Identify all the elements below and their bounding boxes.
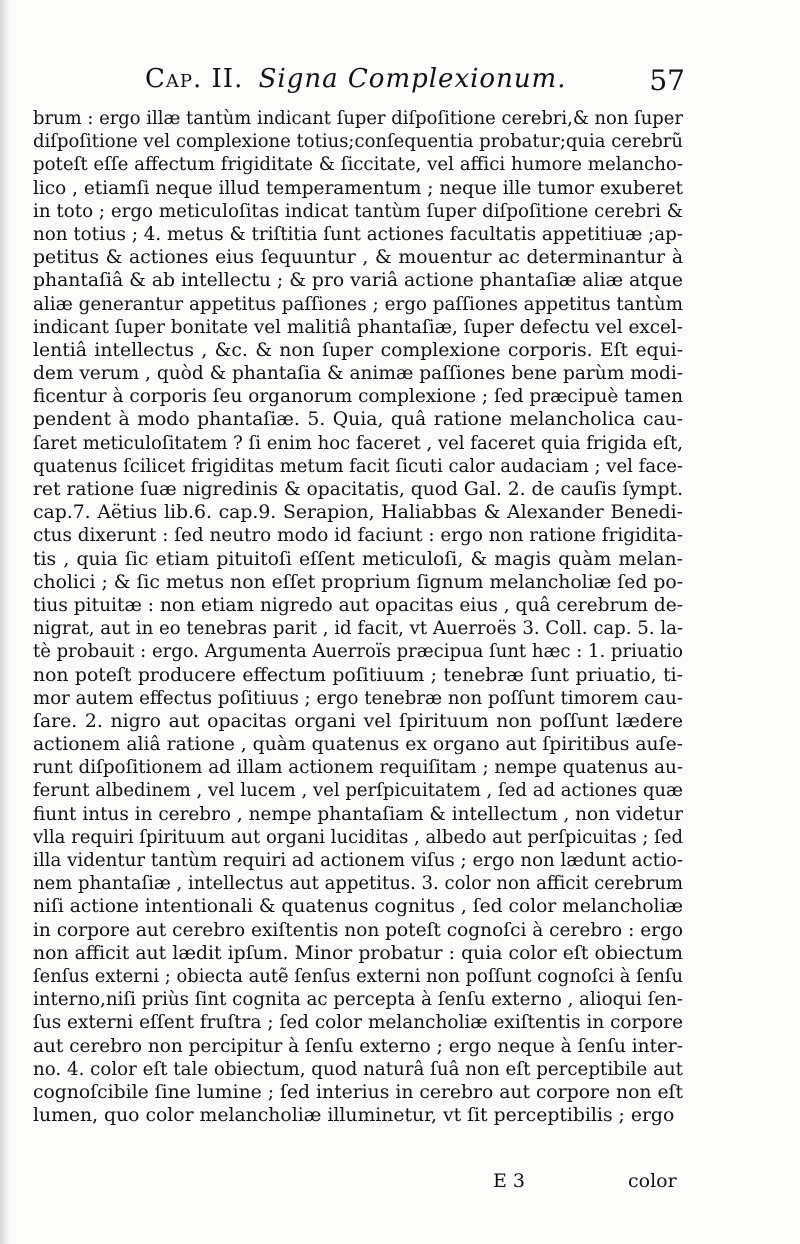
- text-line: non poteſt producere effectum poſitiuum ; tenebræ ſunt priuatio, ti-: [33, 664, 683, 686]
- text-line: ctus dixerunt : ſed neutro modo id faciunt : ergo non ratione frigidita-: [33, 525, 683, 547]
- body-text: [33, 107, 683, 1127]
- running-head: [145, 64, 566, 94]
- text-line: vlla requiri ſpirituum aut organi luciditas , albedo aut perſpicuitas ; ſed: [33, 826, 683, 848]
- text-line: ficentur à corporis ſeu organorum complexione ; ſed præcipuè tamen: [33, 386, 683, 408]
- page-header: [145, 64, 685, 104]
- chapter-title: Signa Complexionum.: [258, 64, 567, 94]
- signature-mark: E 3: [493, 1170, 525, 1192]
- text-line: ſare. 2. nigro aut opacitas organi vel ſpirituum non poſſunt lædere: [33, 710, 683, 732]
- text-line: non totius ; 4. metus & triſtitia ſunt actiones facultatis appetitiuæ ;ap-: [33, 223, 683, 245]
- text-line: runt diſpoſitionem ad illam actionem requiſitam ; nempe quatenus au-: [33, 757, 683, 779]
- text-line: in toto ; ergo meticuloſitas indicat tantùm ſuper diſpoſitione cerebri &: [33, 200, 683, 222]
- text-line: petitus & actiones eius ſequuntur , & mouentur ac determinantur à: [33, 247, 683, 269]
- text-line: ferunt albedinem , vel lucem , vel perſpicuitatem , ſed ad actiones quæ: [33, 780, 683, 802]
- text-line: actionem aliâ ratione , quàm quatenus ex organo aut ſpiritibus auſe-: [33, 734, 683, 756]
- text-line: cholici ; & ſic metus non eſſet proprium ſignum melancholiæ ſed po-: [33, 571, 683, 593]
- text-line: indicant ſuper bonitate vel malitiâ phantaſiæ, ſuper defectu vel excel-: [33, 316, 683, 338]
- text-line: brum : ergo illæ tantùm indicant ſuper diſpoſitione cerebri,& non ſuper: [33, 108, 683, 129]
- text-line: aliæ generantur appetitus paſſiones ; ergo paſſiones appetitus tantùm: [33, 293, 683, 315]
- text-line: fiunt intus in cerebro , nempe phantaſiam & intellectum , non videtur: [33, 803, 683, 825]
- text-line: cognoſcibile ſine lumine ; ſed interius in cerebro aut corpore non eſt: [33, 1081, 683, 1103]
- text-line: nem phantaſiæ , intellectus aut appetitus. 3. color non afficit cerebrum: [33, 873, 683, 895]
- page-number: 57: [649, 64, 685, 97]
- text-line: ſenſus externi ; obiecta autẽ ſenſus externi non poſſunt cognoſci à ſenſu: [33, 965, 683, 987]
- text-line: lentiâ intellectus , &c. & non ſuper complexione corporis. Eſt equi-: [33, 339, 683, 361]
- text-line: lumen, quo color melancholiæ illuminetur, vt ſit perceptibilis ; ergo: [33, 1105, 675, 1127]
- text-line: aut cerebro non percipitur à ſenſu externo ; ergo neque à ſenſu inter-: [33, 1035, 683, 1057]
- text-line: tius pituitæ : non etiam nigredo aut opacitas eius , quâ cerebrum de-: [33, 594, 683, 616]
- text-line: poteſt eſſe affectum frigiditate & ſiccitate, vel affici humore melancho-: [33, 154, 683, 176]
- text-line: interno,niſi priùs ſint cognita ac percepta à ſenſu externo , alioqui ſen-: [33, 989, 683, 1011]
- text-line: diſpoſitione vel complexione totius;conſequentia probatur;quia cerebrũ: [33, 131, 683, 153]
- catchword: color: [628, 1170, 677, 1192]
- page-edge-shadow: [0, 0, 10, 1244]
- text-line: phantaſiâ & ab intellectu ; & pro variâ actione phantaſiæ aliæ atque: [33, 270, 683, 292]
- text-line: mor autem effectus poſitiuus ; ergo tenebræ non poſſunt timorem cau-: [33, 687, 683, 709]
- text-line: niſi actione intentionali & quatenus cognitus , ſed color melancholiæ: [33, 896, 683, 918]
- text-line: tè probauit : ergo. Argumenta Auerroïs præcipua ſunt hæc : 1. priuatio: [33, 641, 683, 663]
- text-line: ſaret meticuloſitatem ? ſi enim hoc faceret , vel faceret quia frigida eſt,: [33, 432, 683, 454]
- text-line: no. 4. color eſt tale obiectum, quod naturâ ſuâ non eſt perceptibile aut: [33, 1058, 683, 1080]
- text-line: in corpore aut cerebro exiſtentis non poteſt cognoſci à cerebro : ergo: [33, 919, 683, 941]
- text-line: pendent à modo phantaſiæ. 5. Quia, quâ ratione melancholica cau-: [33, 409, 683, 431]
- text-line: illa videntur tantùm requiri ad actionem viſus ; ergo non lædunt actio-: [33, 850, 683, 871]
- text-line: ret ratione ſuæ nigredinis & opacitatis, quod Gal. 2. de cauſis ſympt.: [33, 479, 683, 500]
- text-line: nigrat, aut in eo tenebras parit , id facit, vt Auerroës 3. Coll. cap. 5. la-: [33, 618, 683, 640]
- text-line: dem verum , quòd & phantaſia & animæ paſſiones bene parùm modi-: [33, 363, 683, 385]
- chapter-label: Cap. II.: [145, 64, 244, 94]
- text-line: tis , quia ſic etiam pituitoſi eſſent meticuloſi, & magis quàm melan-: [33, 548, 683, 570]
- text-line: ſus externi eſſent fruſtra ; ſed color melancholiæ exiſtentis in corpore: [33, 1012, 683, 1034]
- text-line: lico , etiamſi neque illud temperamentum ; neque ille tumor exuberet: [33, 177, 683, 199]
- text-line: quatenus ſcilicet frigiditas metum facit ſicuti calor audaciam ; vel face-: [33, 455, 683, 477]
- text-line: cap.7. Aëtius lib.6. cap.9. Serapion, Haliabbas & Alexander Benedi-: [33, 502, 683, 524]
- text-line: non afficit aut lædit ipſum. Minor probatur : quia color eſt obiectum: [33, 942, 683, 964]
- page-footer: [0, 1167, 800, 1195]
